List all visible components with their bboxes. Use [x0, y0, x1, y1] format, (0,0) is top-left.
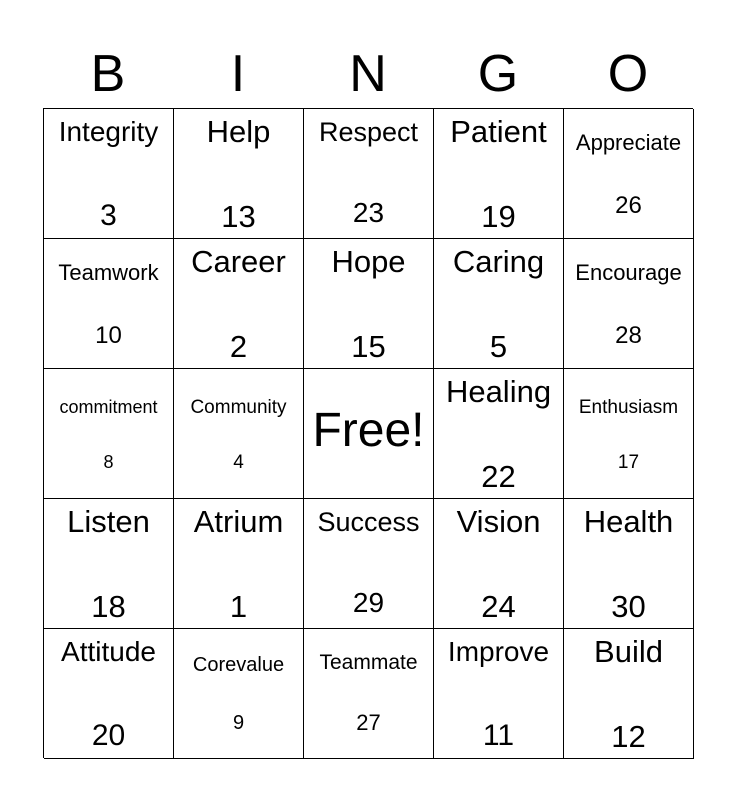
cell-number: 3	[100, 199, 117, 232]
cell-word: Integrity	[58, 116, 159, 147]
cell-number: 17	[617, 452, 640, 473]
cell-word: Vision	[456, 504, 541, 539]
cell-number: 28	[615, 322, 642, 349]
bingo-cell[interactable]	[44, 499, 174, 629]
cell-number: 24	[481, 589, 516, 624]
cell-word: Caring	[452, 244, 545, 279]
bingo-cell[interactable]	[44, 369, 174, 499]
cell-word: Community	[190, 397, 287, 418]
cell-word: Success	[317, 507, 420, 537]
bingo-header	[43, 40, 693, 108]
cell-number: 13	[221, 199, 256, 234]
cell-word: Improve	[447, 636, 550, 667]
cell-word: Teamwork	[58, 260, 159, 285]
cell-number: 4	[233, 452, 244, 473]
cell-number: 23	[352, 197, 385, 228]
cell-number: 5	[489, 329, 508, 364]
bingo-cell[interactable]	[44, 629, 174, 759]
cell-word: Appreciate	[575, 130, 682, 155]
cell-number: 20	[91, 719, 126, 752]
cell-word: Teammate	[319, 651, 418, 674]
header-letter-n: N	[349, 45, 387, 103]
header-letter-g: G	[477, 45, 519, 103]
bingo-cell[interactable]	[434, 369, 564, 499]
cell-word: Healing	[445, 374, 552, 409]
cell-number: 2	[229, 329, 248, 364]
header-letter-b: B	[90, 45, 126, 103]
cell-word: Corevalue	[192, 654, 285, 676]
cell-number: 29	[352, 587, 385, 618]
bingo-cell[interactable]	[174, 239, 304, 369]
bingo-cell[interactable]	[174, 499, 304, 629]
bingo-cell[interactable]	[434, 499, 564, 629]
cell-word: Encourage	[575, 260, 682, 285]
bingo-cell[interactable]	[434, 109, 564, 239]
bingo-cell[interactable]	[304, 499, 434, 629]
cell-number: 27	[356, 710, 381, 735]
cell-number: 1	[229, 589, 248, 624]
bingo-cell[interactable]	[564, 499, 694, 629]
cell-word: Enthusiasm	[578, 397, 679, 418]
bingo-cell[interactable]	[434, 239, 564, 369]
bingo-cell[interactable]	[564, 369, 694, 499]
bingo-cell[interactable]	[174, 109, 304, 239]
cell-word: Listen	[67, 504, 150, 539]
cell-word: Patient	[450, 114, 547, 149]
cell-word: Atrium	[193, 504, 284, 539]
bingo-cell[interactable]	[44, 239, 174, 369]
bingo-cell[interactable]	[564, 239, 694, 369]
bingo-cell[interactable]	[44, 109, 174, 239]
header-letter-i: I	[230, 45, 246, 103]
cell-word: Health	[583, 504, 674, 539]
bingo-cell[interactable]	[564, 629, 694, 759]
cell-number: 11	[482, 719, 515, 752]
cell-word: Help	[206, 114, 271, 149]
cell-number: 10	[95, 322, 122, 349]
cell-number: 26	[615, 192, 642, 219]
header-letter-o: O	[607, 45, 649, 103]
cell-word: Hope	[331, 244, 406, 279]
bingo-card-grid	[43, 108, 693, 758]
cell-number: 19	[481, 199, 516, 234]
bingo-cell[interactable]	[434, 629, 564, 759]
cell-number: 8	[103, 452, 114, 472]
bingo-cell[interactable]	[174, 629, 304, 759]
bingo-cell[interactable]	[304, 629, 434, 759]
bingo-cell[interactable]	[174, 369, 304, 499]
cell-word: Career	[191, 244, 286, 279]
bingo-cell[interactable]	[304, 239, 434, 369]
cell-number: 12	[611, 719, 646, 754]
cell-word: Attitude	[61, 636, 156, 667]
cell-word: Respect	[318, 117, 419, 147]
cell-number: 22	[481, 459, 516, 494]
cell-word: commitment	[59, 397, 158, 417]
cell-number: 15	[351, 329, 386, 364]
free-space-cell[interactable]	[304, 369, 434, 499]
cell-number: 30	[611, 589, 646, 624]
cell-number: 18	[91, 589, 126, 624]
bingo-cell[interactable]	[304, 109, 434, 239]
cell-number: 9	[232, 712, 245, 734]
cell-word: Build	[594, 634, 663, 669]
cell-word: Free!	[312, 404, 425, 457]
bingo-cell[interactable]	[564, 109, 694, 239]
